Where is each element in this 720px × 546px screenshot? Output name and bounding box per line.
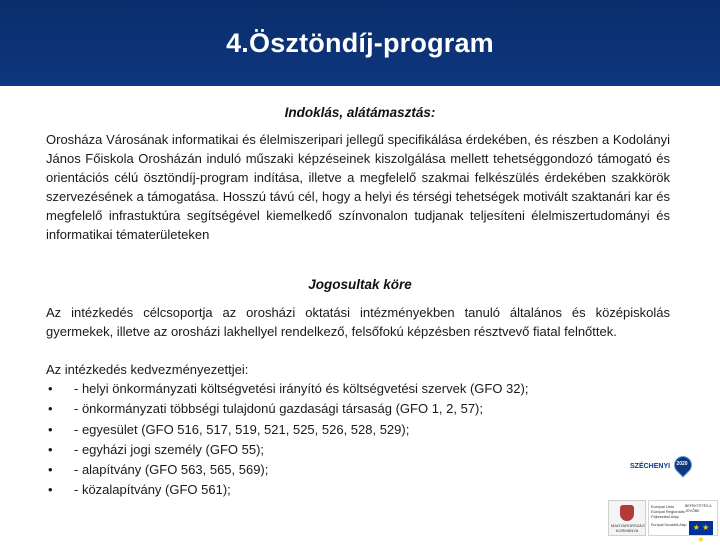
coat-of-arms-icon <box>620 505 634 521</box>
eu-flag-icon <box>689 521 713 544</box>
szechenyi-logo <box>630 456 688 478</box>
list-item-text: - helyi önkormányzati költségvetési irányító és költségvetési szervek (GFO 32); <box>74 381 529 396</box>
bullet-icon: • <box>48 401 53 417</box>
funding-logos <box>600 450 720 544</box>
bullet-icon: • <box>48 462 53 478</box>
section-heading-eligibility: Jogosultak köre <box>308 277 412 292</box>
list-item-text: - egyesület (GFO 516, 517, 519, 521, 525, 526, 528, 529); <box>74 421 410 437</box>
ministry-logo <box>608 500 646 536</box>
bullet-icon: • <box>48 482 53 498</box>
section-heading-justification: Indoklás, alátámasztás: <box>284 105 436 120</box>
invest-text: BEFEKTETÉS A JÖVŐBE <box>685 504 712 513</box>
list-item-text: - önkormányzati többségi tulajdonú gazdasági társaság (GFO 1, 2, 57); <box>74 401 483 417</box>
szechenyi-number: 2020 <box>676 461 688 467</box>
bullet-icon: • <box>48 441 53 457</box>
justification-paragraph: Orosháza Városának informatikai és élelmiszeripari jellegű specifikálása érdekében, és részben a Kodolányi János Főiskola Orosházán induló műszaki képzéseinek kiszolgálása mellett tehetséggondozó támogató és orientációs célú ösztöndíj-program indítása, illetve a megfelelő szakmai felkészülés érdekében szakkörök szervezésének a támogatása. Hosszú távú cél, hogy a helyi és térségi tehetségek motivált szaktanári kar és megfelelő infrastuktúra segítségével kiemelkedő színvonalon tudjanak teljesíteni élelmiszertudományi és informatikai tématerületeken <box>46 132 670 242</box>
szechenyi-name: SZÉCHENYI <box>630 463 671 470</box>
slide-header <box>0 0 720 86</box>
eu-text: Európai Unió Európai Regionális Fejlesztési Alap <box>651 504 685 519</box>
list-item-text: - egyházi jogi személy (GFO 55); <box>74 441 265 457</box>
beneficiaries-intro: Az intézkedés kedvezményezettjei: <box>46 362 249 377</box>
list-item-text: - közalapítvány (GFO 561); <box>74 482 231 498</box>
eu-logo <box>648 500 718 544</box>
list-item-text: - alapítvány (GFO 563, 565, 569); <box>74 462 269 478</box>
ministry-text: MAGYARORSZÁG KORMÁNYA <box>611 523 645 533</box>
eu-funding-logo <box>608 498 718 544</box>
bullet-icon: • <box>48 381 53 396</box>
slide-title: 4.Ösztöndíj-program <box>226 28 494 58</box>
bullet-icon: • <box>48 421 53 437</box>
fund-text: Európai Szociális Alap <box>651 523 687 527</box>
eligibility-paragraph: Az intézkedés célcsoportja az orosházi oktatási intézményekben tanuló általános és középiskolás gyermekek, illetve az orosházi lakhellyel rendelkező, felsőfokú képzésben résztvevő fiatal felnőttek. <box>46 305 670 339</box>
eu-stars: ★ ★ ★ <box>692 523 710 544</box>
